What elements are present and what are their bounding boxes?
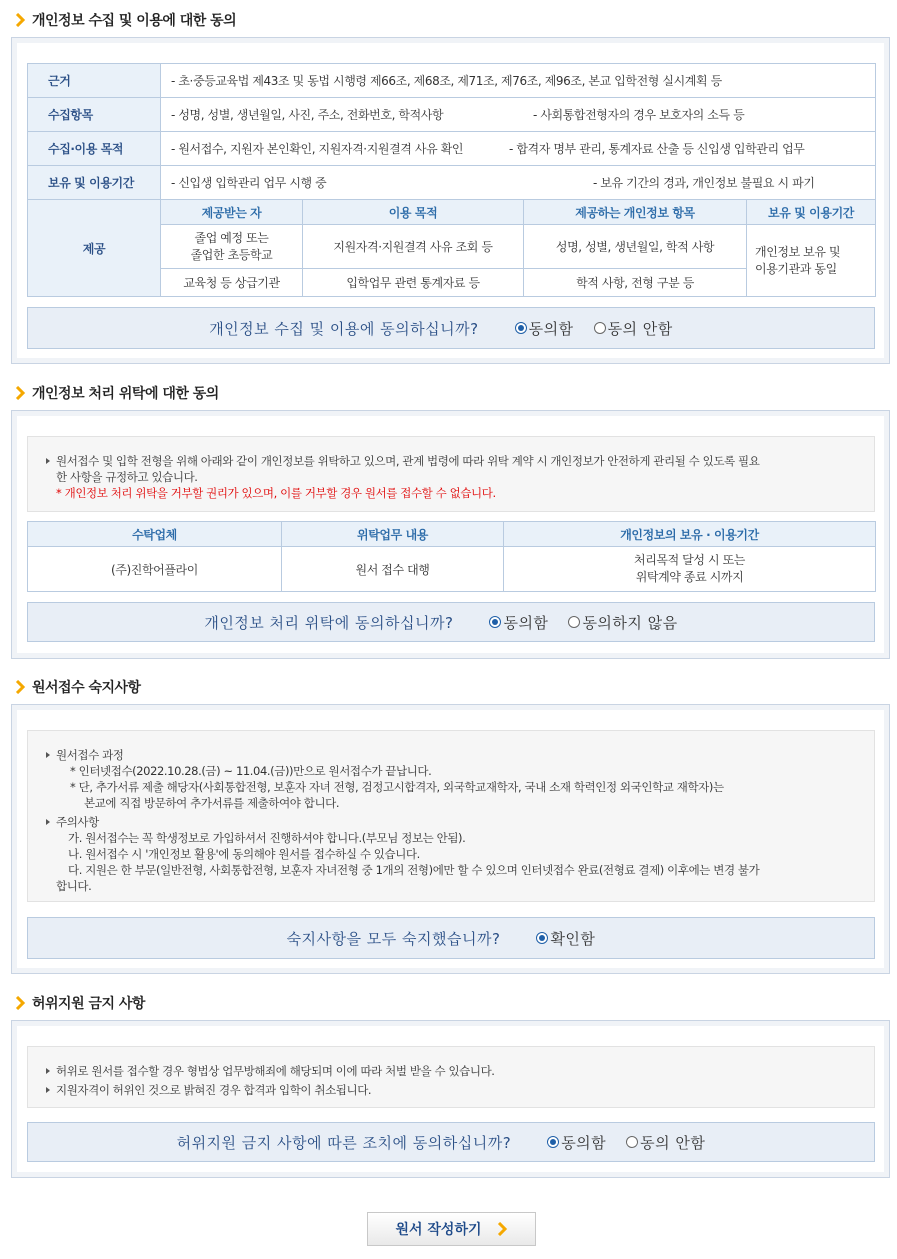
chevron-right-icon — [14, 386, 28, 400]
entrust-warning: * 개인정보 처리 위탁을 거부할 권리가 있으며, 이를 거부할 경우 원서를 접수할 수 없습니다. — [56, 486, 496, 500]
section-title-privacy-entrust: 개인정보 처리 위탁에 대한 동의 — [14, 383, 219, 403]
row-value-items-2: - 사회통합전형자의 경우 보호자의 소득 등 — [533, 108, 745, 122]
provide-recipient-office: 교육청 등 상급기관 — [161, 269, 303, 297]
agree-radio[interactable]: 동의함 — [515, 318, 574, 339]
chevron-right-icon — [496, 1222, 508, 1236]
agree-radio[interactable]: 동의함 — [489, 612, 548, 633]
provide-purpose-2: 입학업무 관련 통계자료 등 — [303, 269, 524, 297]
provide-period: 개인정보 보유 및 이용기관과 동일 — [747, 225, 876, 297]
privacy-entrust-box — [11, 410, 890, 659]
row-label-basis: 근거 — [28, 64, 161, 98]
false-application-box — [11, 1020, 890, 1178]
radio-checked-icon — [536, 932, 548, 944]
row-label-items: 수집항목 — [28, 98, 161, 132]
row-value-retention: - 신입생 입학관리 업무 시행 중 — [171, 176, 327, 190]
false-application-notes: 허위로 원서를 접수할 경우 형법상 업무방해죄에 해당되며 이에 따라 처벌 받을 수 있습니다. 지원자격이 허위인 것으로 밝혀진 경우 합격과 입학이 취소됩니다. — [27, 1046, 875, 1108]
consent-question: 개인정보 처리 위탁에 동의하십니까? — [204, 613, 454, 632]
provide-items-2: 학적 사항, 전형 구분 등 — [524, 269, 747, 297]
radio-checked-icon — [489, 616, 501, 628]
provide-header-purpose: 이용 목적 — [303, 200, 524, 225]
bullet-icon — [46, 819, 50, 825]
section-title-application-notes: 원서접수 숙지사항 — [14, 677, 141, 697]
confirm-radio[interactable]: 확인함 — [536, 928, 595, 949]
bullet-icon — [46, 1087, 50, 1093]
row-value-purpose-2: - 합격자 명부 관리, 통계자료 산출 등 신입생 입학관리 업무 — [509, 142, 805, 156]
entrust-header-company: 수탁업체 — [28, 522, 282, 547]
row-value-retention-2: - 보유 기간의 경과, 개인정보 불필요 시 파기 — [593, 176, 815, 190]
section-title-false-application: 허위지원 금지 사항 — [14, 993, 145, 1013]
entrust-table — [27, 521, 876, 592]
entrust-header-task: 위탁업무 내용 — [282, 522, 504, 547]
row-label-purpose: 수집·이용 목적 — [28, 132, 161, 166]
entrust-period: 처리목적 달성 시 또는 위탁계약 종료 시까지 — [504, 547, 876, 592]
row-value-items: - 성명, 성별, 생년월일, 사진, 주소, 전화번호, 학적사항 — [171, 108, 444, 122]
section-title-privacy-collect: 개인정보 수집 및 이용에 대한 동의 — [14, 10, 236, 30]
chevron-right-icon — [14, 680, 28, 694]
chevron-right-icon — [14, 996, 28, 1010]
entrust-header-period: 개인정보의 보유 · 이용기간 — [504, 522, 876, 547]
agree-radio[interactable]: 동의함 — [547, 1132, 606, 1153]
entrust-notice: 원서접수 및 입학 전형을 위해 아래와 같이 개인정보를 위탁하고 있으며, 관계 법령에 따라 위탁 계약 시 개인정보가 안전하게 관리될 수 있도록 필요 한 사항을 규정하고 있습니다. * 개인정보 처리 위탁을 거부할 권리가 있으며, 이를 거부할 경우 원서를 접수할 수 없습니다. — [27, 436, 875, 512]
false-application-consent-bar — [27, 1122, 875, 1162]
application-notes-box — [11, 704, 890, 974]
privacy-entrust-consent-bar — [27, 602, 875, 642]
row-label-provide: 제공 — [28, 200, 161, 297]
consent-question: 허위지원 금지 사항에 따른 조치에 동의하십니까? — [176, 1133, 512, 1152]
write-application-button[interactable]: 원서 작성하기 — [367, 1212, 536, 1246]
chevron-right-icon — [14, 13, 28, 27]
radio-checked-icon — [515, 322, 527, 334]
radio-checked-icon — [547, 1136, 559, 1148]
consent-question: 개인정보 수집 및 이용에 동의하십니까? — [209, 319, 479, 338]
disagree-radio[interactable]: 동의하지 않음 — [568, 612, 677, 633]
row-label-retention: 보유 및 이용기간 — [28, 166, 161, 200]
radio-unchecked-icon — [594, 322, 606, 334]
provide-header-period: 보유 및 이용기간 — [747, 200, 876, 225]
entrust-company: (주)진학어플라이 — [28, 547, 282, 592]
radio-unchecked-icon — [568, 616, 580, 628]
provide-purpose-1: 지원자격·지원결격 사유 조회 등 — [303, 225, 524, 269]
provide-recipient-school: 졸업 예정 또는 졸업한 초등학교 — [161, 225, 303, 269]
disagree-radio[interactable]: 동의 안함 — [594, 318, 673, 339]
bullet-icon — [46, 752, 50, 758]
bullet-icon — [46, 1068, 50, 1074]
row-value-basis: - 초·중등교육법 제43조 및 동법 시행령 제66조, 제68조, 제71조, 제76조, 제96조, 본교 입학전형 실시계획 등 — [161, 64, 876, 98]
application-notes-confirm-bar — [27, 917, 875, 959]
radio-unchecked-icon — [626, 1136, 638, 1148]
entrust-task: 원서 접수 대행 — [282, 547, 504, 592]
provide-header-items: 제공하는 개인정보 항목 — [524, 200, 747, 225]
privacy-collect-consent-bar — [27, 307, 875, 349]
row-value-purpose: - 원서접수, 지원자 본인확인, 지원자격·지원결격 사유 확인 — [171, 142, 464, 156]
disagree-radio[interactable]: 동의 안함 — [626, 1132, 705, 1153]
application-notes: 원서접수 과정 * 인터넷접수(2022.10.28.(금) ~ 11.04.(금))만으로 원서접수가 끝납니다. * 단, 추가서류 제출 해당자(사회통합전형, 보훈자 자녀 전형, 검정고시합격자, 외국학교재학자, 국내 소재 학력인정 외국인학교 재학자)는 본교에 직접 방문하여 추가서류를 제출하여야 합니다. 주의사항 가. 원서접수는 꼭 학생정보로 가입하셔서 진행하셔야 합니다.(부모님 정보는 안됨). 나. 원서접수 시 '개인정보 활용'에 동의해야 원서를 접수하실 수 있습니다. 다. 지원은 한 부문(일반전형, 사회통합전형, 보훈자 자녀전형 중 1개의 전형)에만 할 수 있으며 인터넷접수 완료(전형료 결제) 이후에는 변경 불가 합니다. — [27, 730, 875, 902]
provide-header-recipient: 제공받는 자 — [161, 200, 303, 225]
privacy-collect-box — [11, 37, 890, 364]
privacy-collect-table — [27, 63, 876, 297]
provide-items-1: 성명, 성별, 생년월일, 학적 사항 — [524, 225, 747, 269]
bullet-icon — [46, 458, 50, 464]
confirm-question: 숙지사항을 모두 숙지했습니까? — [286, 929, 501, 948]
